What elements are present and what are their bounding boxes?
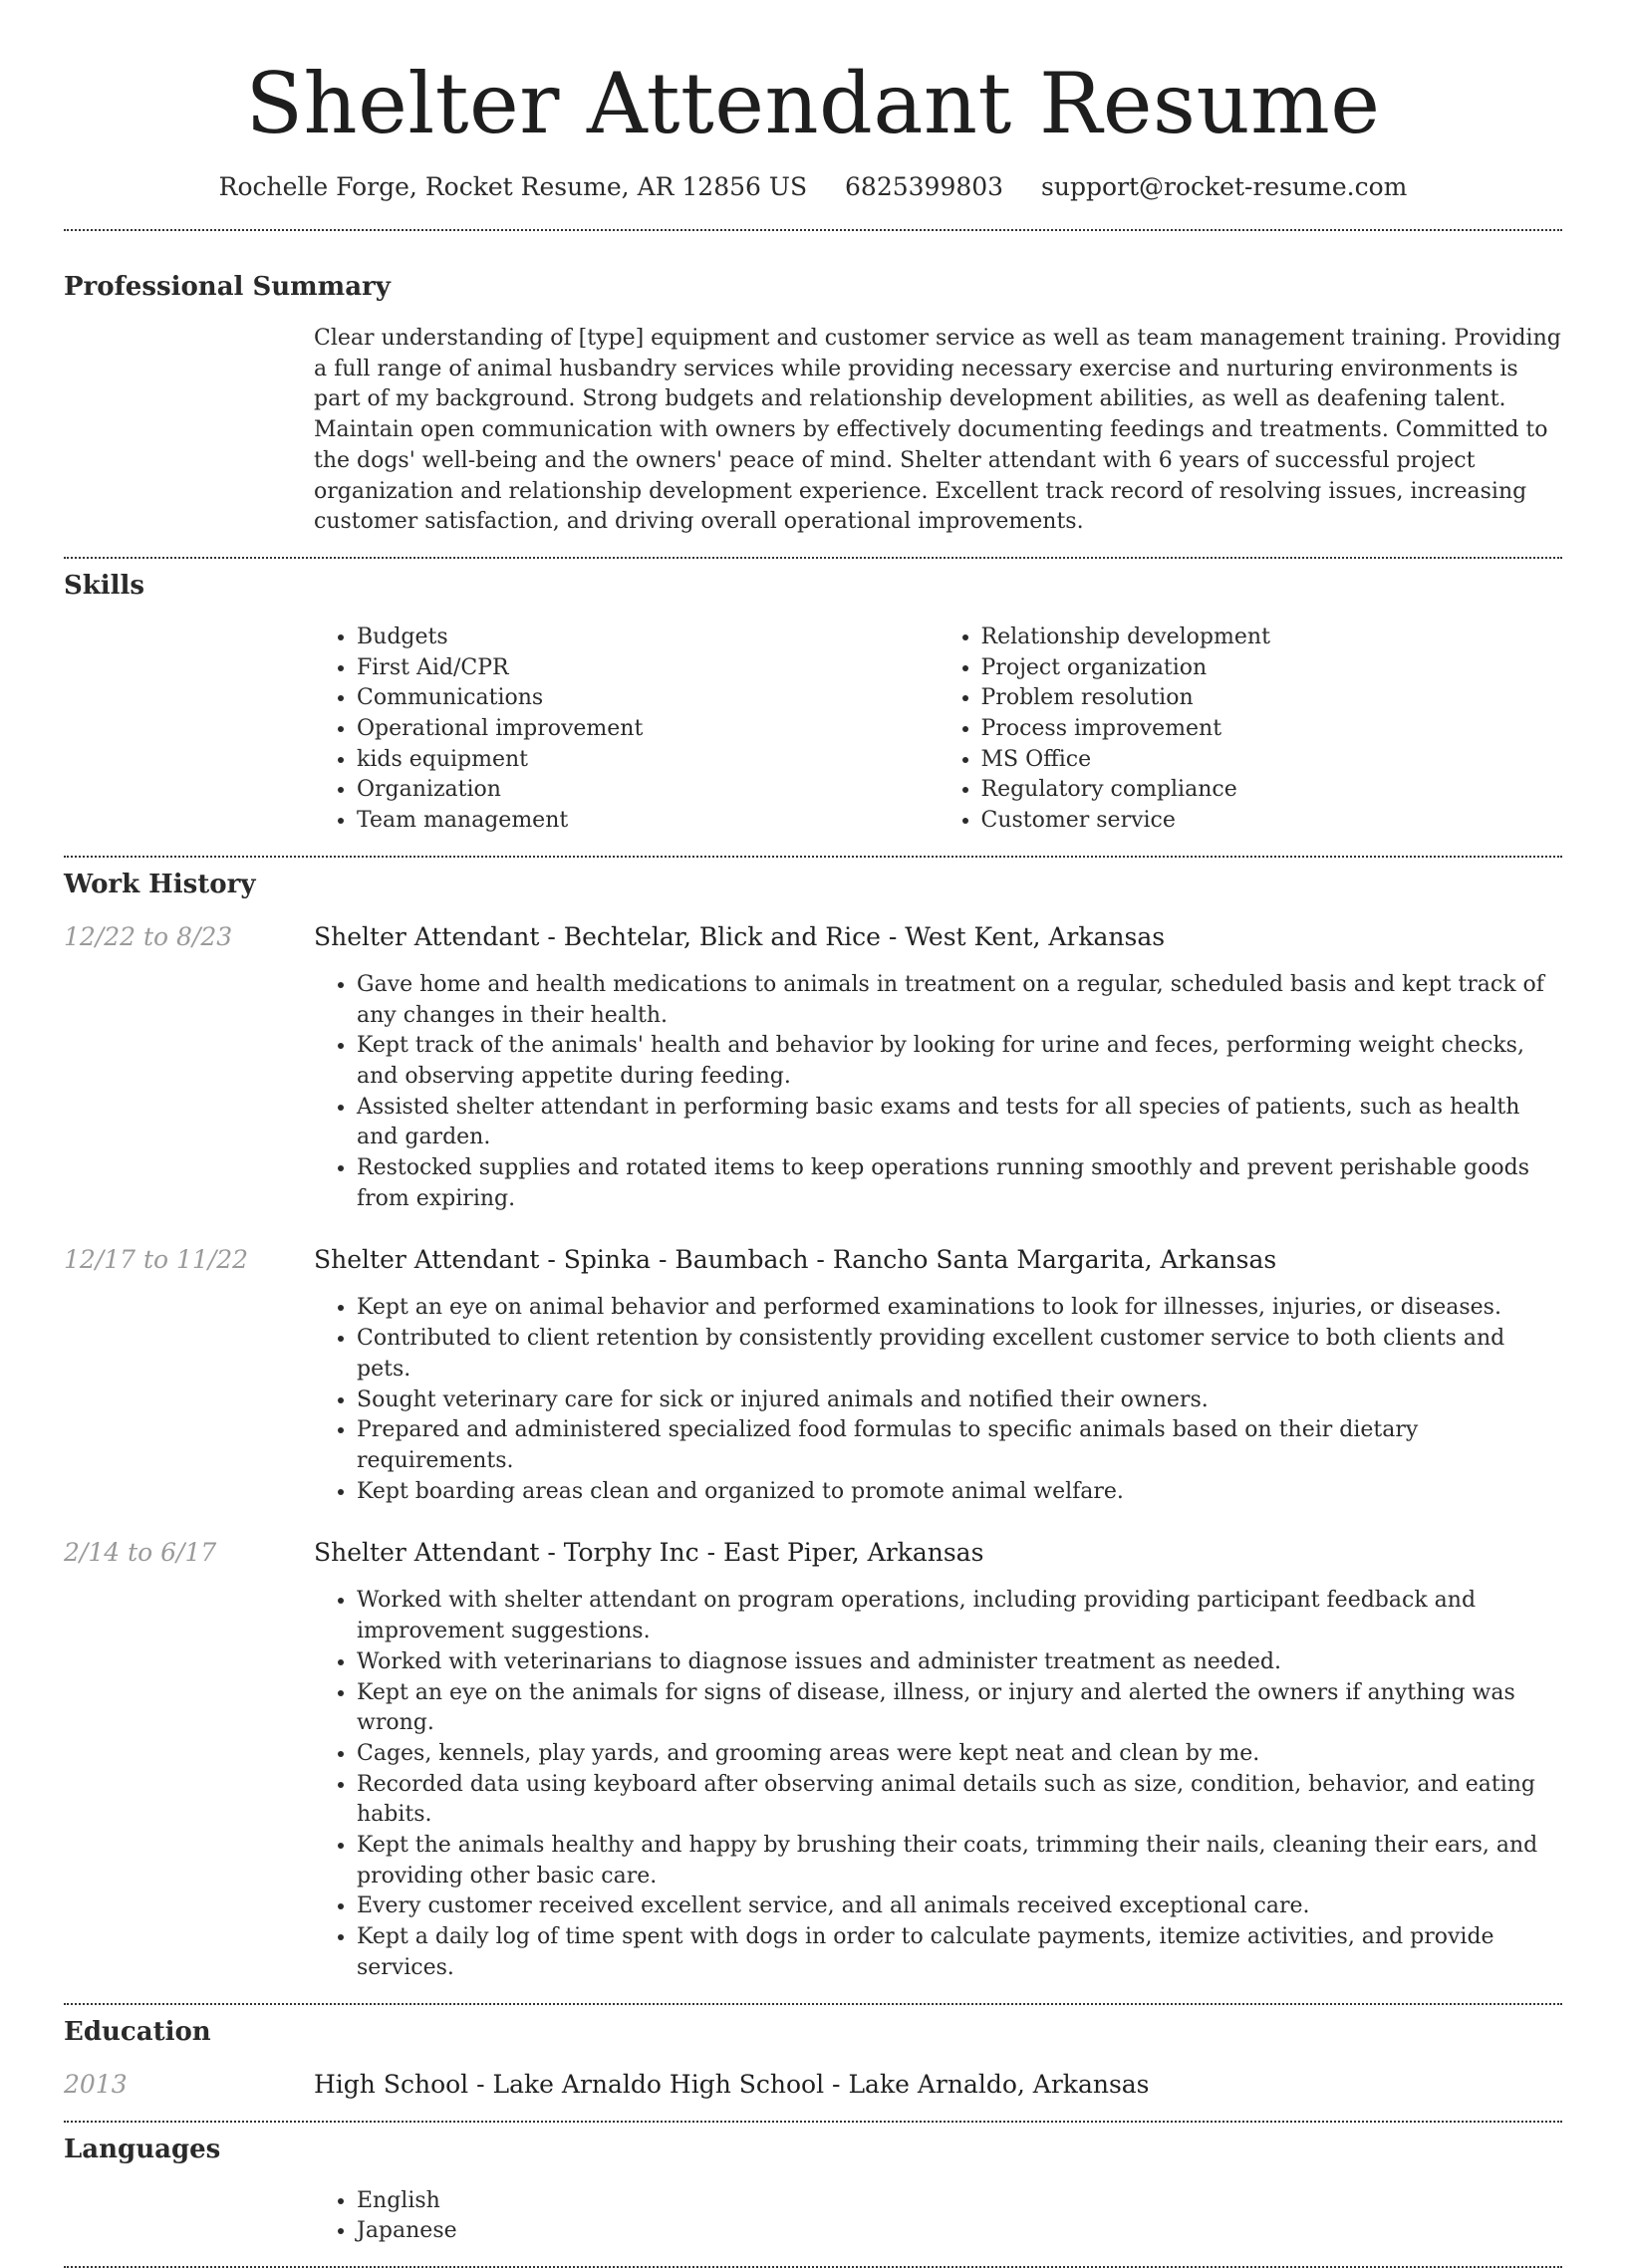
job-bullet: • Restocked supplies and rotated items to keep operations running smoothly and prevent perishable goods from expiring. [357, 1153, 1562, 1214]
skills-section [64, 570, 1562, 837]
education-entry [64, 2068, 1562, 2102]
skill-item: • Relationship development [981, 623, 1563, 653]
job-entry [64, 1536, 1562, 1983]
job-bullet: • Recorded data using keyboard after observing animal details such as size, condition, behavior, and eating habits. [357, 1770, 1562, 1831]
job-title: Shelter Attendant - Bechtelar, Blick and Rice - West Kent, Arkansas [314, 921, 1166, 951]
skill-item: • Regulatory compliance [981, 775, 1563, 806]
work-history-heading: Work History [64, 869, 256, 899]
job-header [64, 1536, 1562, 1570]
skill-item: • Customer service [981, 806, 1563, 837]
job-bullet: • Gave home and health medications to animals in treatment on a regular, scheduled basis and kept track of any changes in their health. [357, 970, 1562, 1031]
contact-line [64, 171, 1562, 203]
job-bullets-wrap [314, 970, 1562, 1215]
languages-heading: Languages [64, 2134, 221, 2164]
language-item: • English [357, 2186, 1562, 2217]
job-bullet: • Kept an eye on the animals for signs of disease, illness, or injury and alerted the owners if anything was wrong. [357, 1678, 1562, 1739]
education-year: 2013 [64, 2069, 128, 2099]
job-bullet: • Assisted shelter attendant in performing basic exams and tests for all species of patients, such as health and garden. [357, 1093, 1562, 1153]
skill-item: • Problem resolution [981, 683, 1563, 714]
skill-item: • Project organization [981, 653, 1563, 684]
job-bullet: • Kept an eye on animal behavior and performed examinations to look for illnesses, injuries, or diseases. [357, 1293, 1562, 1324]
education-heading: Education [64, 2016, 211, 2047]
summary-text: Clear understanding of [type] equipment and customer service as well as team management training. Providing a full range of animal husbandry services while providing necessary exercise and nurturing environments is part of my background. Strong budgets and relationship development abilities, as well as deafening talent. Maintain open communication with owners by effectively documenting feedings and treatments. Committed to the dogs' well-being and the owners' peace of mind. Shelter attendant with 6 years of successful project organization and relationship development experience. Excellent track record of resolving issues, increasing customer satisfaction, and driving overall operational improvements. [314, 326, 1561, 535]
job-bullets [314, 1586, 1562, 1983]
skills-column-right [939, 623, 1563, 837]
languages-body [314, 2186, 1562, 2247]
job-bullet: • Contributed to client retention by consistently providing excellent customer service to both clients and pets. [357, 1324, 1562, 1385]
job-title: Shelter Attendant - Torphy Inc - East Piper, Arkansas [314, 1538, 984, 1568]
job-bullets-wrap [314, 1293, 1562, 1507]
job-bullet: • Kept the animals healthy and happy by brushing their coats, trimming their nails, cleaning their ears, and providing other basic care. [357, 1831, 1562, 1891]
job-dates: 12/17 to 11/22 [64, 1245, 249, 1275]
job-dates: 2/14 to 6/17 [64, 1538, 217, 1568]
skill-item: • MS Office [981, 745, 1563, 776]
job-bullets-wrap [314, 1586, 1562, 1983]
job-bullets [314, 1293, 1562, 1507]
skill-item: • Process improvement [981, 714, 1563, 745]
section-divider [64, 856, 1562, 858]
job-title: Shelter Attendant - Spinka - Baumbach - Rancho Santa Margarita, Arkansas [314, 1245, 1277, 1275]
languages-list [314, 2186, 1562, 2247]
skill-item: • kids equipment [357, 745, 939, 776]
skill-item: • First Aid/CPR [357, 653, 939, 684]
job-entry [64, 920, 1562, 1215]
job-bullet: • Kept track of the animals' health and behavior by looking for urine and feces, performing weight checks, and observing appetite during feeding. [357, 1031, 1562, 1092]
job-header [64, 920, 1562, 954]
skills-heading: Skills [64, 570, 145, 601]
education-title: High School - Lake Arnaldo High School - Lake Arnaldo, Arkansas [314, 2069, 1150, 2099]
skill-item: • Team management [357, 806, 939, 837]
skills-list [314, 623, 1562, 837]
resume-page [64, 0, 1562, 2268]
skill-item: • Operational improvement [357, 714, 939, 745]
job-dates: 12/22 to 8/23 [64, 921, 233, 951]
section-divider [64, 2121, 1562, 2123]
skill-item: • Communications [357, 683, 939, 714]
work-history-section [64, 869, 1562, 1984]
job-bullet: • Worked with veterinarians to diagnose issues and administer treatment as needed. [357, 1647, 1562, 1678]
job-entry [64, 1243, 1562, 1507]
job-bullet: • Every customer received excellent service, and all animals received exceptional care. [357, 1891, 1562, 1922]
summary-section [64, 271, 1562, 538]
contact-address: Rochelle Forge, Rocket Resume, AR 12856 US [218, 172, 808, 201]
job-bullet: • Kept boarding areas clean and organized to promote animal welfare. [357, 1477, 1562, 1508]
job-bullet: • Worked with shelter attendant on program operations, including providing participant feedback and improvement suggestions. [357, 1586, 1562, 1646]
summary-body [314, 324, 1562, 538]
job-bullet: • Cages, kennels, play yards, and grooming areas were kept neat and clean by me. [357, 1739, 1562, 1770]
skill-item: • Organization [357, 775, 939, 806]
section-divider [64, 229, 1562, 231]
job-bullet: • Prepared and administered specialized food formulas to specific animals based on their dietary requirements. [357, 1415, 1562, 1476]
job-header [64, 1243, 1562, 1277]
section-divider [64, 557, 1562, 559]
language-item: • Japanese [357, 2216, 1562, 2247]
contact-email: support@rocket-resume.com [1041, 172, 1408, 201]
job-bullets [314, 970, 1562, 1215]
job-bullet: • Kept a daily log of time spent with dogs in order to calculate payments, itemize activities, and provide services. [357, 1922, 1562, 1983]
skills-column-left [314, 623, 939, 837]
skill-item: • Budgets [357, 623, 939, 653]
contact-phone: 6825399803 [845, 172, 1004, 201]
section-divider [64, 2003, 1562, 2005]
job-bullet: • Sought veterinary care for sick or injured animals and notified their owners. [357, 1386, 1562, 1416]
resume-title: Shelter Attendant Resume [245, 55, 1381, 152]
languages-section [64, 2134, 1562, 2247]
education-section [64, 2016, 1562, 2102]
summary-heading: Professional Summary [64, 272, 391, 302]
